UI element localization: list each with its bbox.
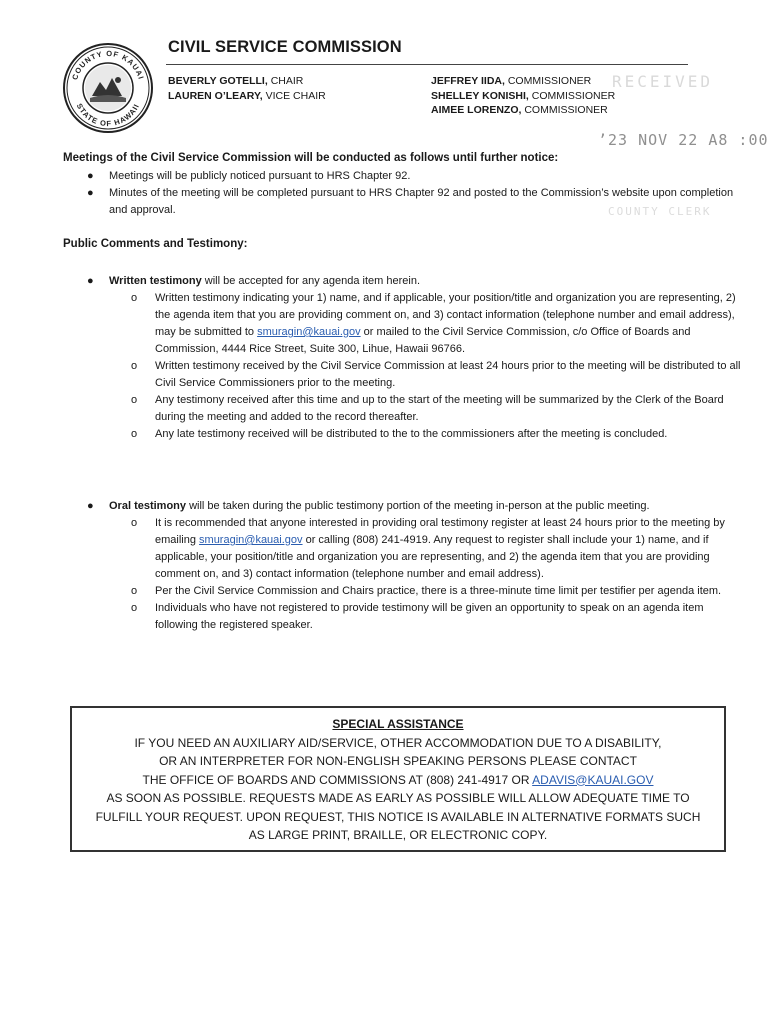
written-item-3: Any testimony received after this time and up to the start of the meeting will be summarized by the Clerk of the Board during the meeting and added to the record thereafter. xyxy=(155,394,724,423)
bullet-icon: ● xyxy=(87,170,94,182)
oral-item-3: Individuals who have not registered to provide testimony will be given an opportunity to speak on an agenda item following the registered speaker. xyxy=(155,602,704,631)
list-item xyxy=(131,290,743,358)
bullet-icon: ● xyxy=(87,187,94,199)
oral-item-1-post: or calling (808) 241-4919. Any request to register shall include your 1) name, and if applicable, your position/title and organization you are representing, and 2) the agenda item that you are providing comment on, and 3) contact information (telephone number and email address). xyxy=(155,534,710,580)
commissioner-name: JEFFREY IIDA, xyxy=(431,75,505,87)
email-link-smuragin[interactable]: smuragin@kauai.gov xyxy=(199,534,303,546)
commissioner-name: SHELLEY KONISHI, xyxy=(431,89,529,102)
email-link-adavis[interactable]: ADAVIS@KAUAI.GOV xyxy=(532,772,654,787)
special-line-4: AS SOON AS POSSIBLE. REQUESTS MADE AS EARLY AS POSSIBLE WILL ALLOW ADEQUATE TIME TO xyxy=(106,791,690,805)
list-item xyxy=(87,273,749,290)
commissioner-role: COMMISSIONER xyxy=(504,75,592,87)
oral-label: Oral testimony xyxy=(109,500,187,512)
meetings-heading: Meetings of the Civil Service Commission will be conducted as follows until further notice: xyxy=(63,152,559,164)
commissioners-block xyxy=(431,74,615,118)
oral-sublist xyxy=(131,515,743,634)
commissioner-name: AIMEE LORENZO, xyxy=(431,104,522,116)
chair-line xyxy=(168,74,326,89)
vice-chair-name: LAUREN O’LEARY, xyxy=(168,89,263,102)
oral-item-1-pre: It is recommended that anyone interested in providing oral testimony register at least 24 hours prior to the meeting by emailing xyxy=(155,517,725,546)
list-item xyxy=(87,168,749,185)
seal-top-text: COUNTY OF KAUAI xyxy=(70,48,146,82)
special-line-3 xyxy=(72,771,724,790)
bullet-icon: ● xyxy=(87,500,94,512)
commissioner-role: COMMISSIONER xyxy=(521,104,608,116)
seal-bottom-text: STATE OF HAWAII xyxy=(74,101,142,129)
circle-bullet-icon: o xyxy=(131,428,138,440)
list-item xyxy=(131,515,743,583)
vice-chair-role: VICE CHAIR xyxy=(262,89,326,102)
list-item xyxy=(87,498,749,515)
county-seal-icon xyxy=(62,42,154,134)
written-item-2: Written testimony received by the Civil Service Commission at least 24 hours prior to the meeting will be distributed to all Civil Service Commissioners prior to the meeting. xyxy=(155,360,741,389)
oral-rest: will be taken during the public testimony portion of the meeting in-person at the public meeting. xyxy=(186,500,650,512)
written-testimony-item xyxy=(87,273,749,290)
list-item xyxy=(131,426,743,443)
meetings-item-1: Meetings will be publicly noticed pursuant to HRS Chapter 92. xyxy=(109,170,411,182)
vice-chair-line xyxy=(168,89,326,104)
list-item xyxy=(131,583,743,600)
commissioner-role: COMMISSIONER xyxy=(528,89,616,102)
list-item xyxy=(87,185,749,219)
circle-bullet-icon: o xyxy=(131,292,138,304)
circle-bullet-icon: o xyxy=(131,602,138,614)
list-item xyxy=(131,600,743,634)
commissioner-line xyxy=(431,89,615,104)
special-line-3-text: THE OFFICE OF BOARDS AND COMMISSIONS AT (808) 241-4917 OR xyxy=(142,772,533,787)
bullet-icon: ● xyxy=(87,275,94,287)
page-title: CIVIL SERVICE COMMISSION xyxy=(168,38,402,56)
written-sublist xyxy=(131,290,743,443)
circle-bullet-icon: o xyxy=(131,394,138,406)
commissioner-line xyxy=(431,74,615,89)
circle-bullet-icon: o xyxy=(131,585,138,597)
special-assistance-box xyxy=(70,706,726,852)
officers-block xyxy=(168,74,326,103)
oral-testimony-item xyxy=(87,498,749,515)
list-item xyxy=(131,358,743,392)
email-link-smuragin[interactable]: smuragin@kauai.gov xyxy=(257,326,361,338)
circle-bullet-icon: o xyxy=(131,517,138,529)
chair-name: BEVERLY GOTELLI, xyxy=(168,75,268,87)
chair-role: CHAIR xyxy=(267,75,304,87)
special-line-2: OR AN INTERPRETER FOR NON-ENGLISH SPEAKING PERSONS PLEASE CONTACT xyxy=(159,754,637,768)
public-comments-heading: Public Comments and Testimony: xyxy=(63,238,248,250)
received-stamp: RECEIVED xyxy=(612,72,714,91)
written-item-4: Any late testimony received will be distributed to the to the commissioners after the meeting is concluded. xyxy=(155,428,668,440)
written-label: Written testimony xyxy=(109,275,202,287)
meetings-item-2: Minutes of the meeting will be completed pursuant to HRS Chapter 92 and posted to the Commission’s website upon completion and approval. xyxy=(109,187,734,216)
date-stamp: ’23 NOV 22 A8 :00 xyxy=(598,131,769,149)
list-item xyxy=(131,392,743,426)
written-item-1-post: or mailed to the Civil Service Commission, c/o Office of Boards and Commission, 4444 Rice Street, Suite 300, Lihue, Hawaii 96766. xyxy=(155,326,691,355)
special-line-1: IF YOU NEED AN AUXILIARY AID/SERVICE, OTHER ACCOMMODATION DUE TO A DISABILITY, xyxy=(134,735,662,750)
special-line-5: FULFILL YOUR REQUEST. UPON REQUEST, THIS NOTICE IS AVAILABLE IN ALTERNATIVE FORMATS SUCH xyxy=(95,809,701,824)
written-item-1-pre: Written testimony indicating your 1) name, and if applicable, your position/title and organization you are representing, 2) the agenda item that you are providing comment on, and 3) contact information (telephone number and email address), may be submitted to xyxy=(155,292,736,338)
special-assistance-heading: SPECIAL ASSISTANCE xyxy=(332,717,464,731)
meetings-list xyxy=(87,168,749,219)
oral-item-2: Per the Civil Service Commission and Chairs practice, there is a three-minute time limit per testifier per agenda item. xyxy=(155,585,722,597)
written-rest: will be accepted for any agenda item herein. xyxy=(201,275,421,287)
title-divider xyxy=(166,64,688,65)
special-line-6: AS LARGE PRINT, BRAILLE, OR ELECTRONIC COPY. xyxy=(248,828,548,842)
clerk-stamp: COUNTY CLERK xyxy=(608,205,712,218)
commissioner-line xyxy=(431,103,615,118)
circle-bullet-icon: o xyxy=(131,360,138,372)
